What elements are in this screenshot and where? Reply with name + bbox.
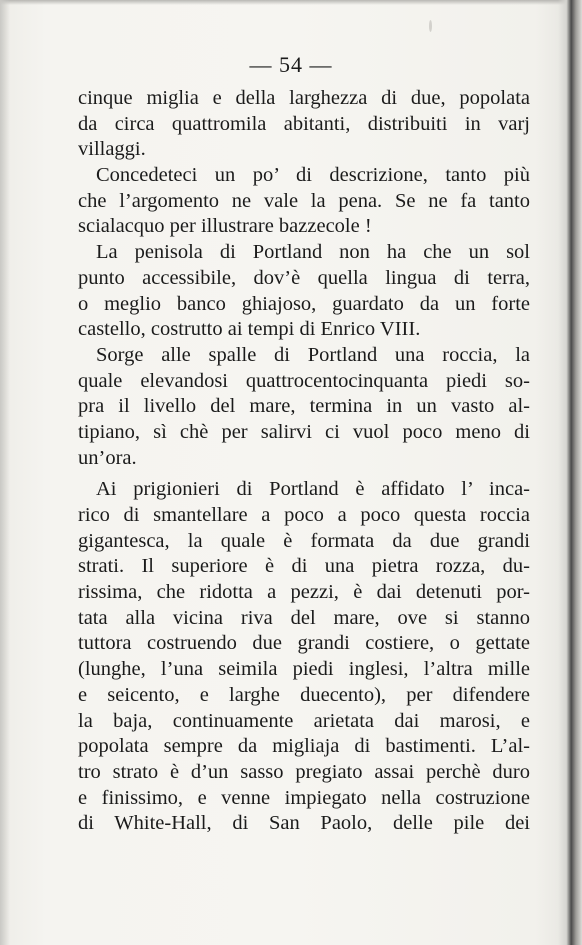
page-left-shadow: [0, 0, 10, 945]
text-line: da circa quattromila abitanti, distribuiti in varj: [78, 112, 530, 135]
text-line: strati. Il superiore è di una pietra rozza, du-: [78, 555, 530, 578]
text-line: e finissimo, e venne impiegato nella costruzione: [78, 786, 530, 809]
paragraph: [78, 477, 530, 503]
text-line: tata alla vicina riva del mare, ove si stanno: [78, 606, 530, 629]
text-line: castello, costrutto ai tempi di Enrico VIII.: [78, 318, 421, 341]
text-line: o meglio banco ghiajoso, guardato da un forte: [78, 292, 530, 315]
text-line: cinque miglia e della larghezza di due, popolata: [78, 87, 530, 109]
page-top-edge: [0, 0, 582, 5]
text-line: punto accessibile, dov’è quella lingua di terra,: [78, 266, 530, 289]
body-text: [78, 86, 530, 837]
paragraph: [78, 240, 530, 266]
text-line: villaggi.: [78, 138, 146, 161]
paper-stain: [429, 20, 432, 32]
text-line: popolata sempre da migliaja di bastimenti. L’al-: [78, 735, 530, 758]
paragraph: [78, 163, 530, 189]
text-line: un’ora.: [78, 446, 137, 469]
text-line: tipiano, sì chè per salirvi ci vuol poco meno di: [78, 420, 530, 443]
text-line: quale elevandosi quattrocentocinquanta piedi so-: [78, 369, 530, 392]
paragraph-continuation: [78, 503, 530, 837]
book-spine-edge: [558, 0, 582, 945]
paragraph: [78, 343, 530, 369]
paragraph-continuation: [78, 189, 530, 240]
text-line: rissima, che ridotta a pezzi, è dai detenuti por-: [78, 581, 530, 604]
text-line: (lunghe, l’una seimila piedi inglesi, l’altra mille: [78, 658, 530, 681]
text-line: rico di smantellare a poco a poco questa roccia: [78, 504, 530, 526]
text-line: la baja, continuamente arietata dai marosi, e: [78, 709, 530, 732]
paragraph-continuation: [78, 369, 530, 472]
page-number: — 54 —: [249, 52, 333, 77]
text-line: Sorge alle spalle di Portland una roccia, la: [96, 343, 530, 366]
text-line: di White-Hall, di San Paolo, delle pile dei: [78, 812, 530, 835]
text-line: Ai prigionieri di Portland è affidato l’ inca-: [96, 478, 530, 501]
text-line: e seicento, e larghe duecento), per difendere: [78, 683, 530, 706]
text-line: tro strato è d’un sasso pregiato assai perchè duro: [78, 760, 530, 783]
text-line: pra il livello del mare, termina in un vasto al-: [78, 395, 530, 418]
text-line: gigantesca, la quale è formata da due grandi: [78, 529, 530, 552]
text-line: tuttora costruendo due grandi costiere, o gettate: [78, 632, 530, 655]
text-line: Concedeteci un po’ di descrizione, tanto più: [96, 164, 530, 187]
text-line: La penisola di Portland non ha che un sol: [96, 241, 530, 264]
paragraph: [78, 86, 530, 163]
text-line: scialacquo per illustrare bazzecole !: [78, 215, 372, 238]
text-line: che l’argomento ne vale la pena. Se ne fa tanto: [78, 189, 530, 212]
paragraph-continuation: [78, 266, 530, 343]
